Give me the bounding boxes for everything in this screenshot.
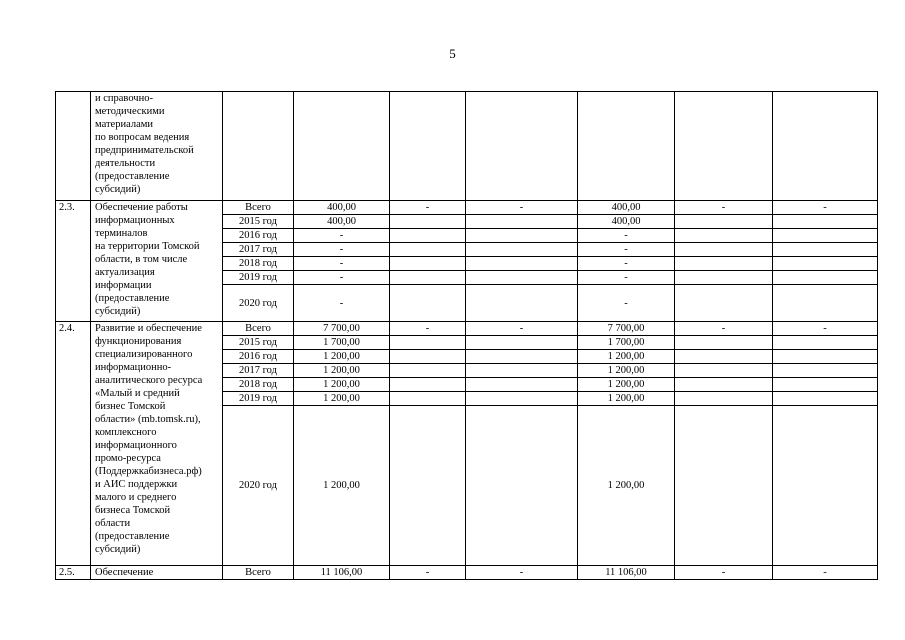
table-row [56,92,878,201]
amount-regional [466,229,578,243]
amount-total: - [294,243,390,257]
amount-other [675,257,773,271]
period-label [223,92,294,201]
amount-local: - [578,257,675,271]
amount-federal [390,378,466,392]
period-label: 2017 год [223,364,294,378]
amount-local: 1 200,00 [578,350,675,364]
activity-name: Обеспечение [91,566,223,580]
period-label: 2018 год [223,378,294,392]
amount-other [675,285,773,322]
amount-total: 1 200,00 [294,364,390,378]
amount-regional [466,285,578,322]
amount-total: 1 200,00 [294,406,390,566]
amount-regional: - [466,201,578,215]
amount-federal: - [390,201,466,215]
amount-extra [773,350,878,364]
row-number: 2.4. [56,322,91,566]
amount-total: 7 700,00 [294,322,390,336]
amount-local: 7 700,00 [578,322,675,336]
amount-total: 11 106,00 [294,566,390,580]
period-label: 2019 год [223,271,294,285]
amount-regional [466,378,578,392]
amount-regional [466,92,578,201]
period-label: 2018 год [223,257,294,271]
amount-federal [390,243,466,257]
amount-total: - [294,271,390,285]
amount-extra [773,243,878,257]
amount-regional: - [466,322,578,336]
amount-extra: - [773,201,878,215]
amount-federal [390,257,466,271]
amount-other [675,406,773,566]
amount-local: 1 200,00 [578,378,675,392]
period-label: 2016 год [223,229,294,243]
amount-extra [773,336,878,350]
amount-other [675,243,773,257]
amount-total: - [294,285,390,322]
amount-extra [773,364,878,378]
amount-regional [466,243,578,257]
amount-total: 1 700,00 [294,336,390,350]
amount-total: - [294,229,390,243]
amount-total: 1 200,00 [294,378,390,392]
amount-regional [466,350,578,364]
period-label: 2016 год [223,350,294,364]
amount-federal [390,336,466,350]
amount-federal [390,271,466,285]
row-number [56,92,91,201]
amount-regional: - [466,566,578,580]
amount-total: 400,00 [294,201,390,215]
amount-federal [390,364,466,378]
amount-extra [773,378,878,392]
amount-extra [773,271,878,285]
amount-regional [466,215,578,229]
amount-other [675,229,773,243]
period-label: 2020 год [223,285,294,322]
amount-local [578,92,675,201]
amount-local: 11 106,00 [578,566,675,580]
amount-federal [390,406,466,566]
amount-other [675,336,773,350]
amount-regional [466,392,578,406]
amount-other [675,364,773,378]
row-number: 2.5. [56,566,91,580]
amount-other [675,92,773,201]
activity-name: и справочно- методическими материалами по вопросам ведения предпринимательской деятельности (предоставление субсидий) [91,92,223,201]
amount-local: - [578,271,675,285]
amount-federal [390,215,466,229]
amount-total: 1 200,00 [294,392,390,406]
period-label: 2020 год [223,406,294,566]
amount-other: - [675,201,773,215]
amount-regional [466,406,578,566]
amount-regional [466,257,578,271]
amount-local: - [578,285,675,322]
amount-extra [773,406,878,566]
amount-extra [773,92,878,201]
amount-extra [773,257,878,271]
amount-federal [390,229,466,243]
amount-federal [390,285,466,322]
amount-regional [466,336,578,350]
amount-extra [773,392,878,406]
amount-other: - [675,566,773,580]
period-label: 2015 год [223,336,294,350]
row-number: 2.3. [56,201,91,322]
amount-regional [466,271,578,285]
amount-local: 1 200,00 [578,406,675,566]
amount-total [294,92,390,201]
amount-other [675,271,773,285]
amount-other [675,378,773,392]
amount-total: 400,00 [294,215,390,229]
amount-other [675,350,773,364]
amount-local: - [578,229,675,243]
amount-extra [773,285,878,322]
table-row [56,201,878,215]
amount-local: 1 200,00 [578,392,675,406]
amount-federal: - [390,322,466,336]
amount-other [675,215,773,229]
amount-regional [466,364,578,378]
period-label: 2017 год [223,243,294,257]
period-label: Всего [223,322,294,336]
amount-local: 400,00 [578,201,675,215]
amount-extra: - [773,566,878,580]
amount-extra [773,215,878,229]
period-label: Всего [223,566,294,580]
activity-name: Развитие и обеспечение функционирования специализированного информационно- аналитического ресурса «Малый и средний бизнес Томской области» (mb.tomsk.ru), комплексного информационного промо-ресурса (Поддержкабизнеса.рф) и АИС поддержки малого и среднего бизнеса Томской области (предоставление субсидий) [91,322,223,566]
amount-federal: - [390,566,466,580]
amount-federal [390,392,466,406]
activity-name: Обеспечение работы информационных терминалов на территории Томской области, в том числе актуализация информации (предоставление субсидий) [91,201,223,322]
amount-federal [390,350,466,364]
amount-extra [773,229,878,243]
amount-local: 400,00 [578,215,675,229]
period-label: 2015 год [223,215,294,229]
amount-federal [390,92,466,201]
period-label: 2019 год [223,392,294,406]
amount-extra: - [773,322,878,336]
amount-other: - [675,322,773,336]
period-label: Всего [223,201,294,215]
budget-table [55,91,878,580]
page-number: 5 [449,46,456,61]
amount-total: - [294,257,390,271]
table-row [56,566,878,580]
table-row [56,322,878,336]
amount-other [675,392,773,406]
amount-local: - [578,243,675,257]
amount-local: 1 700,00 [578,336,675,350]
amount-local: 1 200,00 [578,364,675,378]
amount-total: 1 200,00 [294,350,390,364]
